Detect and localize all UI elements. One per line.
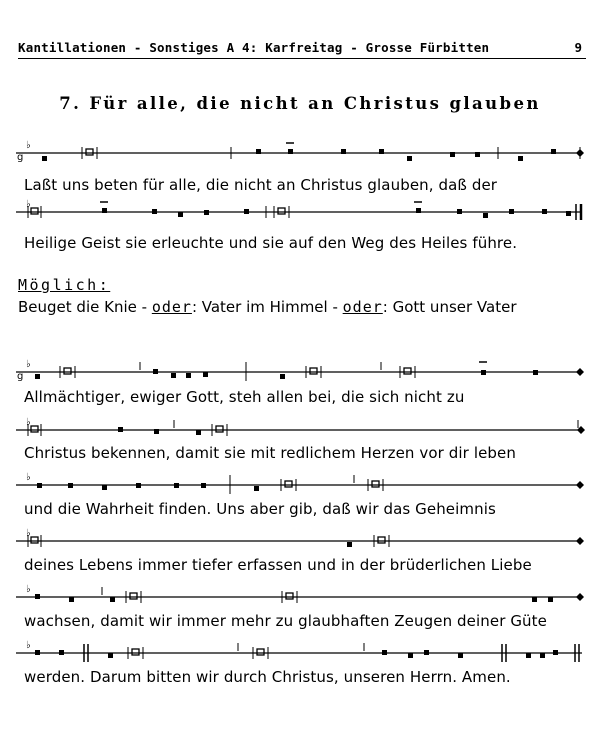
svg-text:g: g [17,152,24,163]
section-title: 7. Für alle, die nicht an Christus glauben [59,94,541,113]
choice-alt-2: oder [342,298,383,316]
svg-text:♭: ♭ [26,528,31,539]
choice-text-3: : Gott unser Vater [382,298,517,316]
svg-text:♭: ♭ [26,472,31,483]
svg-text:♭: ♭ [26,140,31,151]
svg-text:♭: ♭ [26,584,31,595]
svg-text:♭: ♭ [26,359,31,370]
chant-staff-8 [16,642,586,664]
lyric-line-1: Laßt uns beten für alle, die nicht an Christus glauben, daß der [24,176,498,194]
chant-staff-4 [16,419,586,441]
lyric-line-6: deines Lebens immer tiefer erfassen und in der brüderlichen Liebe [24,556,532,574]
page-number: 9 [574,40,582,55]
svg-text:♭: ♭ [26,640,31,651]
chant-staff-6 [16,530,586,552]
svg-text:♭: ♭ [26,199,31,210]
lyric-line-3: Allmächtiger, ewiger Gott, steh allen bei, die sich nicht zu [24,388,465,406]
lyric-line-4: Christus bekennen, damit sie mit redlichem Herzen vor dir leben [24,444,516,462]
choice-text-1: Beuget die Knie - [18,298,152,316]
chant-staff-7 [16,586,586,608]
lyric-line-7: wachsen, damit wir immer mehr zu glaubhaften Zeugen deiner Güte [24,612,547,630]
optional-choice-line [18,298,517,316]
choice-text-2: : Vater im Himmel - [191,298,343,316]
svg-text:♭: ♭ [26,417,31,428]
chant-staff-1 [16,142,586,164]
chant-staff-3 [16,361,586,383]
choice-alt-1: oder [151,298,192,316]
header-title: Kantillationen - Sonstiges A 4: Karfreitag - Grosse Fürbitten [18,40,490,55]
lyric-line-8: werden. Darum bitten wir durch Christus, unseren Herrn. Amen. [24,668,511,686]
svg-text:g: g [17,371,24,382]
page-header [18,38,586,59]
lyric-line-2: Heilige Geist sie erleuchte und sie auf den Weg des Heiles führe. [24,234,518,252]
optional-heading: Möglich: [18,276,111,294]
lyric-line-5: und die Wahrheit finden. Uns aber gib, daß wir das Geheimnis [24,500,496,518]
chant-staff-5 [16,474,586,496]
chant-staff-2 [16,201,586,223]
